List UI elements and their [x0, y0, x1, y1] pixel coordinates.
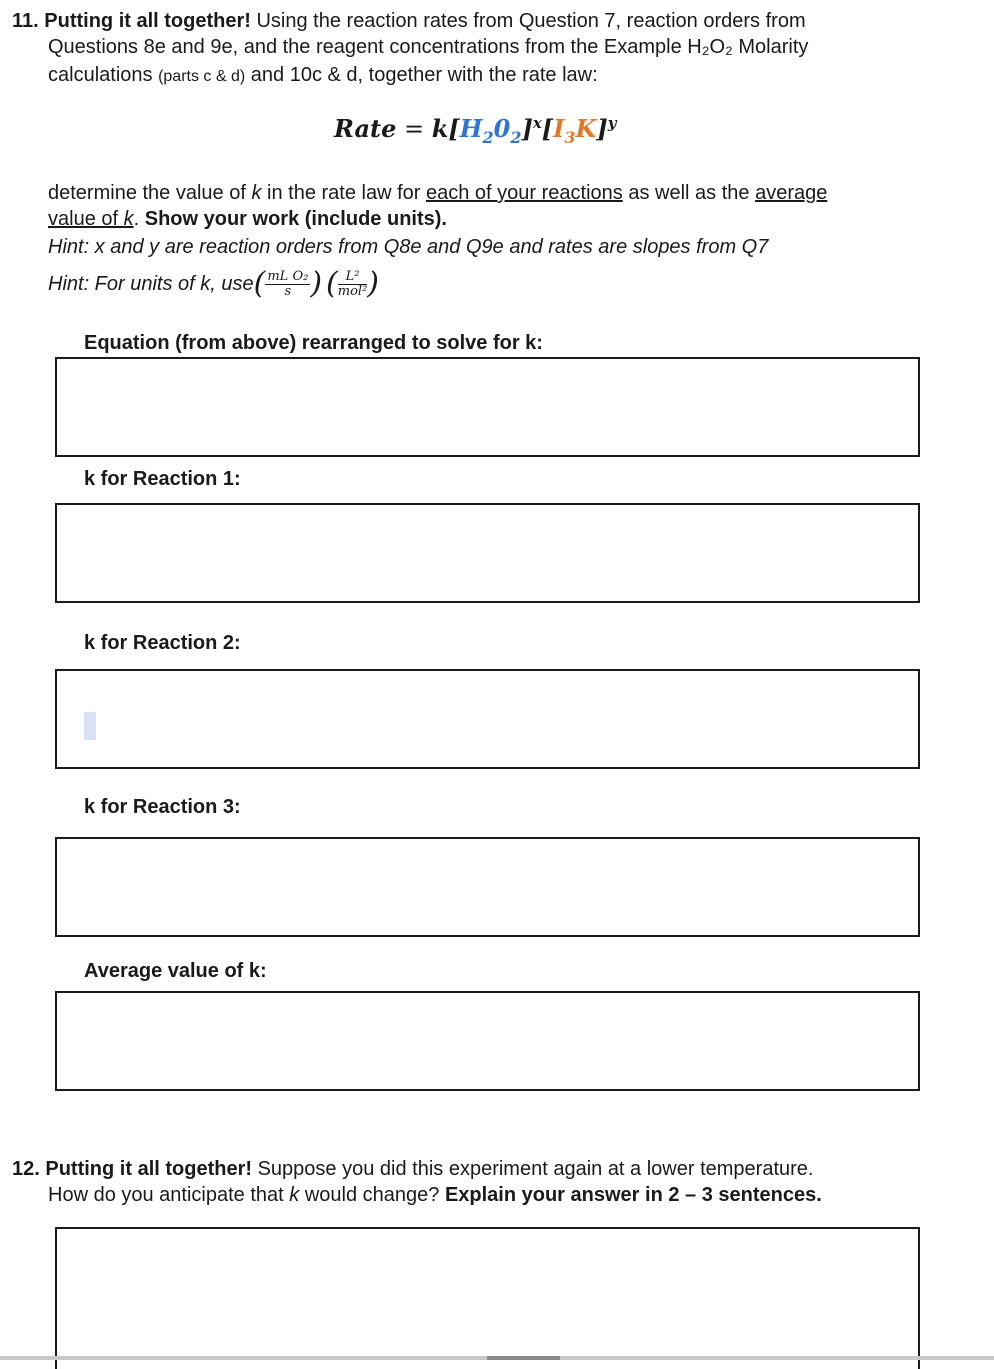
formula-k-reagent: K	[575, 114, 597, 143]
hint-units-text: Hint: For units of k, use	[48, 273, 254, 295]
frac1-numerator: mL O₂	[267, 268, 309, 284]
k3-label: k for Reaction 3:	[84, 796, 241, 818]
q12-k: k	[289, 1184, 300, 1206]
q11-line3	[48, 62, 598, 90]
det-period: .	[133, 208, 140, 230]
formula-i-sub: 3	[564, 127, 576, 147]
formula-o-sub: 2	[510, 127, 522, 147]
formula-bracket-close-1: ]	[521, 114, 533, 143]
formula-h: H	[459, 114, 483, 143]
hint-units	[48, 264, 379, 304]
q11-determine-line2	[48, 206, 447, 232]
q11-number: 11.	[12, 10, 39, 32]
q12-line2	[48, 1182, 822, 1208]
q12-text-line1: Suppose you did this experiment again at a lower temperature.	[252, 1158, 814, 1180]
det-text-1: determine the value of	[48, 182, 252, 204]
equation-answer-box[interactable]	[55, 357, 920, 457]
equation-label: Equation (from above) rearranged to solve for k:	[84, 332, 543, 354]
hint-orders: Hint: x and y are reaction orders from Q8e and Q9e and rates are slopes from Q7	[48, 236, 769, 258]
k2-label: k for Reaction 2:	[84, 632, 241, 654]
q12-line2-b: would change?	[299, 1184, 445, 1206]
q12-explain: Explain your answer in 2 – 3 sentences.	[444, 1184, 822, 1206]
text-cursor	[84, 712, 96, 740]
formula-rate: Rate	[334, 114, 397, 143]
paren-open-2: (	[326, 266, 338, 301]
q12-answer-box[interactable]	[55, 1227, 920, 1369]
det-underline-average: average	[755, 182, 828, 204]
formula-bracket-open-2: [	[541, 114, 554, 143]
q11-line2: Questions 8e and 9e, and the reagent concentrations from the Example H₂O₂ Molarity	[48, 36, 809, 58]
frac2-denominator: mol²	[337, 283, 368, 299]
det-show-work: Show your work (include units).	[139, 208, 447, 230]
q11-line3-parts: (parts c & d)	[158, 68, 246, 85]
formula-h-sub: 2	[482, 127, 494, 147]
q11-determine-line1	[48, 180, 827, 206]
q11-text-line1: Using the reaction rates from Question 7, reaction orders from	[250, 10, 806, 32]
rate-law-formula	[334, 114, 616, 147]
det-text-3: as well as the	[622, 182, 756, 204]
frac2-numerator: L²	[338, 270, 368, 285]
formula-bracket-close-2: ]	[596, 114, 608, 143]
q12-bold-lead: Putting it all together!	[45, 1158, 253, 1180]
q12-line2-a: How do you anticipate that	[48, 1184, 290, 1206]
scrollbar-thumb[interactable]	[487, 1356, 560, 1360]
q12-number: 12.	[12, 1158, 40, 1180]
paren-close-1: )	[310, 266, 323, 301]
paren-open-1: (	[253, 266, 266, 301]
k2-answer-box[interactable]	[55, 669, 920, 769]
fraction-l2-per-mol2	[338, 270, 368, 299]
fraction-ml-o2-per-s	[265, 270, 310, 299]
k1-label: k for Reaction 1:	[84, 468, 241, 490]
formula-exp-y: y	[607, 114, 617, 132]
frac1-denominator: s	[284, 283, 292, 299]
k1-answer-box[interactable]	[55, 503, 920, 603]
q11-line3-c: and 10c & d, together with the rate law:	[250, 64, 598, 86]
det-text-2: in the rate law for	[261, 182, 426, 204]
formula-i: I	[553, 114, 565, 143]
k3-answer-box[interactable]	[55, 837, 920, 937]
det-k: k	[251, 182, 262, 204]
det-underline-k: k	[123, 208, 134, 230]
paren-close-2: )	[367, 266, 380, 301]
formula-bracket-open-1: [	[448, 114, 460, 143]
det-underline-value: value of	[48, 208, 124, 230]
average-k-answer-box[interactable]	[55, 991, 920, 1091]
formula-o: 0	[493, 114, 511, 143]
det-underline-each: each of your reactions	[426, 182, 623, 204]
q11-bold-lead: Putting it all together!	[44, 10, 251, 32]
formula-exp-x: x	[532, 114, 542, 132]
formula-equals: =	[396, 115, 432, 143]
q11-line3-a: calculations	[48, 64, 153, 86]
formula-k: k	[431, 114, 449, 143]
average-k-label: Average value of k:	[84, 960, 267, 982]
q11-heading	[12, 8, 982, 34]
q12-heading	[12, 1156, 813, 1182]
